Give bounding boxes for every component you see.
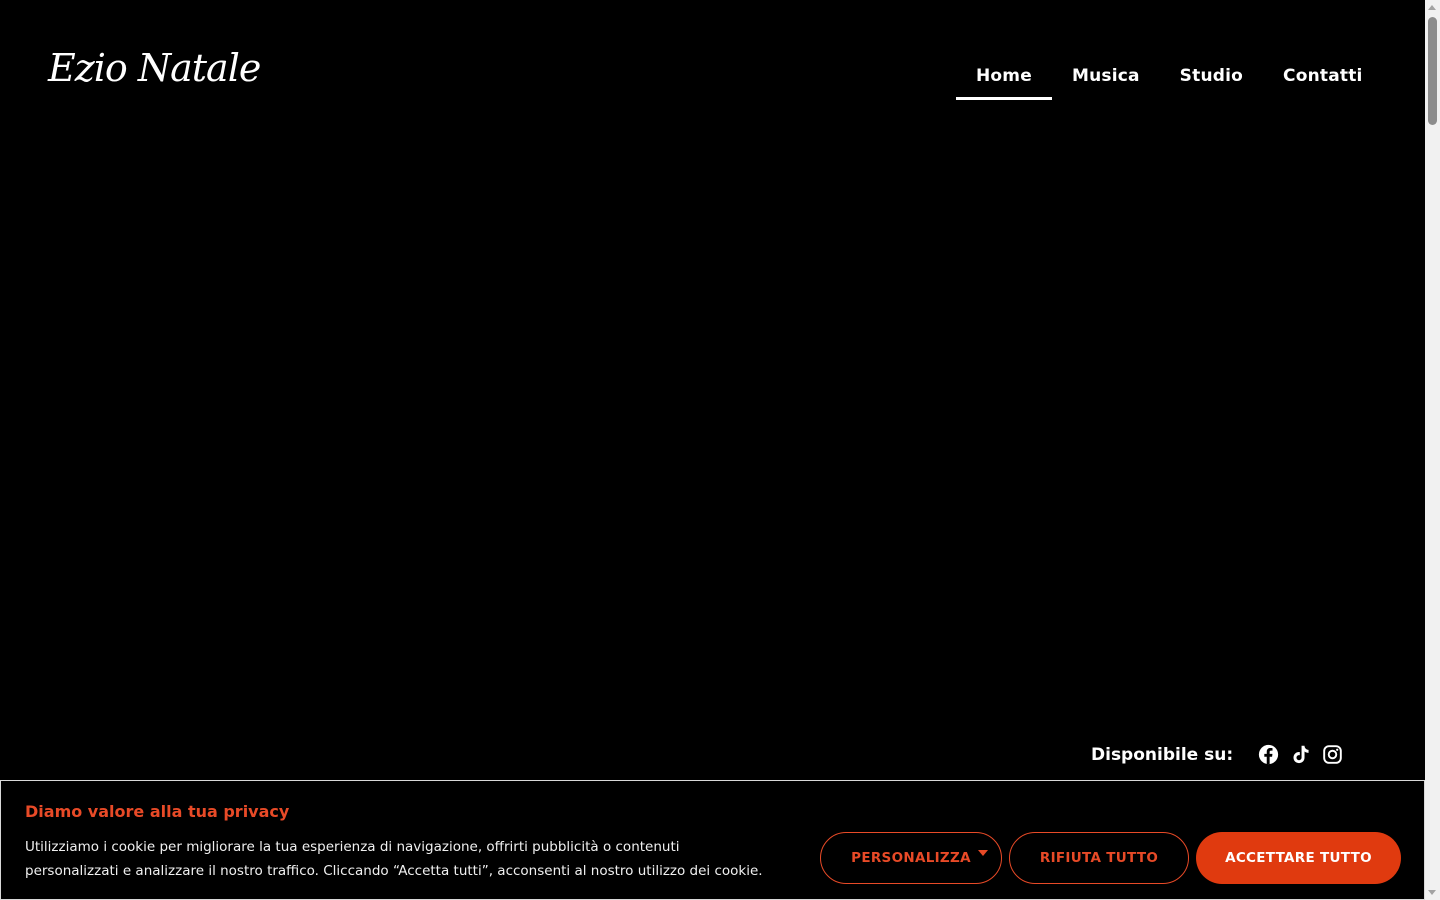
cookie-banner xyxy=(0,780,1425,900)
caret-down-icon xyxy=(978,850,988,856)
scrollbar[interactable] xyxy=(1425,0,1440,900)
accept-all-button[interactable]: ACCETTARE TUTTO xyxy=(1196,832,1401,884)
instagram-icon[interactable] xyxy=(1322,744,1343,765)
cookie-title: Diamo valore alla tua privacy xyxy=(25,802,290,821)
nav-item-home[interactable]: Home xyxy=(956,54,1052,100)
nav-item-studio[interactable]: Studio xyxy=(1179,66,1244,86)
scrollbar-thumb[interactable] xyxy=(1428,17,1437,125)
customize-button[interactable] xyxy=(820,832,1002,884)
cookie-text: Utilizziamo i cookie per migliorare la tua esperienza di navigazione, offrirti pubblicità o contenuti personalizzati e analizzare il nostro traffico. Cliccando “Accetta tutti”, acconsenti al nostro utilizzo dei cookie. xyxy=(25,839,763,879)
tiktok-icon[interactable] xyxy=(1290,744,1311,765)
customize-button-label: PERSONALIZZA xyxy=(851,850,971,866)
social-links xyxy=(1091,744,1354,765)
nav-item-musica[interactable]: Musica xyxy=(1071,66,1140,86)
facebook-icon[interactable] xyxy=(1258,744,1279,765)
site-logo[interactable]: Ezio Natale xyxy=(48,46,261,90)
scroll-up-arrow-icon[interactable] xyxy=(1428,5,1436,10)
scroll-down-arrow-icon[interactable] xyxy=(1428,890,1436,895)
main-nav xyxy=(956,54,1383,100)
social-label: Disponibile su: xyxy=(1091,744,1234,765)
nav-item-contatti[interactable]: Contatti xyxy=(1283,66,1363,86)
reject-all-button[interactable]: RIFIUTA TUTTO xyxy=(1009,832,1189,884)
